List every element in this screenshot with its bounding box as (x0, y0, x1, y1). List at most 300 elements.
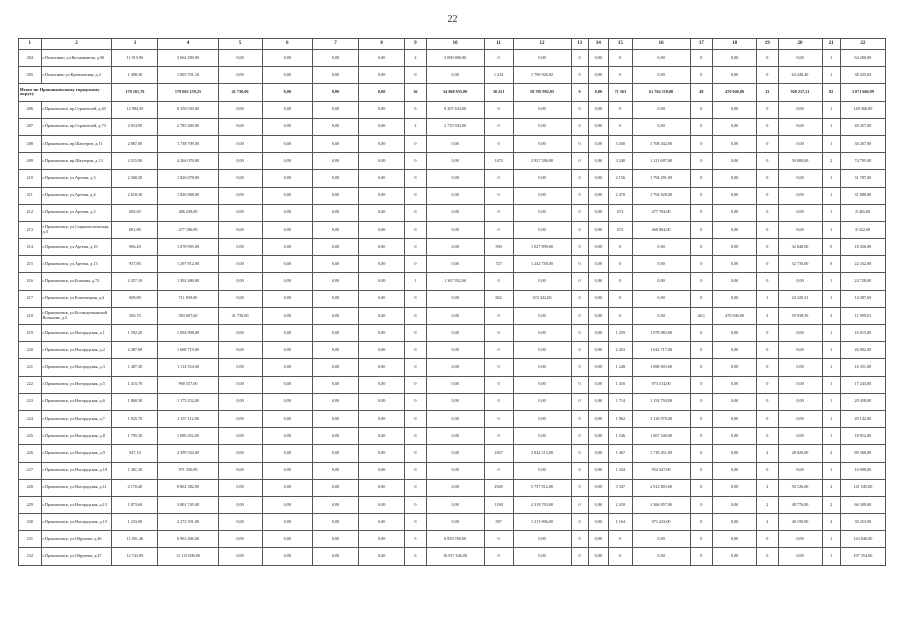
value-cell: 54 068 955,00 (426, 84, 484, 101)
value-cell: 0,00 (218, 118, 262, 135)
table-row (19, 325, 886, 342)
value-cell: 0,00 (713, 325, 757, 342)
value-cell: 4 315,90 (112, 153, 158, 170)
address-cell: г.Прокопьевск, ул.Артема, д.3 (41, 170, 112, 187)
value-cell: 0,00 (713, 410, 757, 427)
value-cell: 0,00 (359, 84, 405, 101)
column-number-cell: 5 (218, 39, 262, 50)
value-cell: 0 (609, 118, 633, 135)
address-cell: г.Прокопьевск, пр.Шахтеров, д.11 (41, 135, 112, 152)
value-cell: 0 (571, 325, 588, 342)
value-cell: 0,00 (359, 445, 405, 462)
value-cell: 1 962 (609, 410, 633, 427)
value-cell: 0,00 (262, 135, 312, 152)
value-cell: 0,00 (713, 67, 757, 84)
value-cell: 602 (484, 290, 513, 307)
table-row (19, 376, 886, 393)
value-cell: 0,00 (359, 514, 405, 531)
row-number-cell: 208 (19, 135, 42, 152)
value-cell: 0 (757, 118, 778, 135)
value-cell: 0 (405, 393, 426, 410)
table-row (19, 273, 886, 290)
value-cell: 26 002,00 (840, 342, 885, 359)
value-cell: 0 (690, 514, 713, 531)
value-cell: 0,00 (218, 531, 262, 548)
row-number-cell: 206 (19, 101, 42, 118)
value-cell: 17 243,00 (840, 376, 885, 393)
value-cell: 0,00 (632, 118, 690, 135)
value-cell: 990 557,00 (158, 376, 218, 393)
value-cell: 0,00 (778, 50, 822, 67)
value-cell: 16 909,00 (840, 462, 885, 479)
address-cell: г.Прокопьевск, ул.Ногорадская, д.7 (41, 410, 112, 427)
row-number-cell: 204 (19, 50, 42, 67)
value-cell: 0,00 (778, 170, 822, 187)
value-cell: 0,00 (778, 221, 822, 238)
address-cell: г.Прокопьевск, ул.Ногорадская, д.10 (41, 462, 112, 479)
value-cell: 0,00 (778, 410, 822, 427)
value-cell: 30 221 (484, 84, 513, 101)
value-cell: 1 794 928,00 (632, 187, 690, 204)
value-cell: 0,00 (513, 428, 571, 445)
value-cell: 0 (690, 462, 713, 479)
column-number-cell: 18 (713, 39, 757, 50)
value-cell: 0,00 (632, 50, 690, 67)
value-cell: 0,00 (632, 239, 690, 256)
value-cell: 2 (757, 514, 778, 531)
value-cell: 0,00 (218, 342, 262, 359)
value-cell: 0,00 (359, 548, 405, 565)
value-cell: 0,00 (262, 50, 312, 67)
value-cell: 32 730,00 (778, 256, 822, 273)
value-cell: 0 (690, 479, 713, 496)
address-cell: г.Прокопьевск, ул.Ногорадская, д.15 (41, 514, 112, 531)
value-cell: 0,00 (713, 170, 757, 187)
value-cell: 0,00 (513, 462, 571, 479)
row-number-cell: 215 (19, 256, 42, 273)
value-cell: 0,00 (713, 342, 757, 359)
value-cell: 1 114 354,00 (158, 359, 218, 376)
value-cell: 0,00 (632, 273, 690, 290)
value-cell: 4 170,40 (112, 479, 158, 496)
value-cell: 0 (484, 410, 513, 427)
value-cell: 0,00 (778, 393, 822, 410)
value-cell: 1 067 540,00 (632, 428, 690, 445)
value-cell: 2 (822, 307, 840, 324)
row-number-cell: 224 (19, 410, 42, 427)
value-cell: 0,00 (588, 170, 608, 187)
value-cell: 0,00 (262, 170, 312, 187)
value-cell: 0 (690, 204, 713, 221)
value-cell: 1 (405, 273, 426, 290)
data-table (18, 38, 886, 566)
table-row (19, 290, 886, 307)
table-row (19, 462, 886, 479)
value-cell: 0,00 (359, 50, 405, 67)
value-cell: 33 (757, 84, 778, 101)
value-cell: 0,00 (262, 428, 312, 445)
value-cell: 0 (571, 359, 588, 376)
value-cell: 0,00 (359, 342, 405, 359)
value-cell: 0,00 (426, 393, 484, 410)
value-cell: 1 (822, 428, 840, 445)
address-cell: г.Прокопьевск, ул.Обручева, д.47 (41, 548, 112, 565)
value-cell: 0,00 (426, 445, 484, 462)
value-cell: 0,00 (426, 290, 484, 307)
value-cell: 1 297 912,00 (158, 256, 218, 273)
value-cell: 0 (571, 479, 588, 496)
address-cell: г.Прокопьевск, ул.Ногорадская, д.3 (41, 359, 112, 376)
value-cell: 0,00 (426, 221, 484, 238)
value-cell: 2 (822, 479, 840, 496)
value-cell: 0,00 (588, 359, 608, 376)
value-cell: 8 356 030,00 (158, 101, 218, 118)
value-cell: 0 (484, 548, 513, 565)
column-number-cell: 9 (405, 39, 426, 50)
value-cell: 0,00 (218, 428, 262, 445)
value-cell: 0,00 (426, 256, 484, 273)
value-cell: 0,00 (778, 135, 822, 152)
value-cell: 0,00 (426, 428, 484, 445)
value-cell: 468 864,00 (632, 221, 690, 238)
value-cell: 1 873,60 (112, 496, 158, 513)
value-cell: 38 325,84 (840, 67, 885, 84)
value-cell: 0,00 (262, 204, 312, 221)
address-cell: г.Прокопьевск, ул.Климчецкая, д.4 (41, 290, 112, 307)
value-cell: 0 (484, 307, 513, 324)
value-cell: 0 (405, 307, 426, 324)
value-cell: 2 457,10 (112, 273, 158, 290)
column-number-row (19, 39, 886, 50)
table-row (19, 393, 886, 410)
value-cell: 0,00 (713, 273, 757, 290)
value-cell: 0,00 (359, 135, 405, 152)
value-cell: 0 (609, 256, 633, 273)
page-number: 22 (447, 14, 458, 25)
value-cell: 0 (690, 410, 713, 427)
value-cell: 0 (571, 256, 588, 273)
value-cell: 0,00 (713, 548, 757, 565)
table-row (19, 187, 886, 204)
value-cell: 0,00 (632, 67, 690, 84)
value-cell: 61 764 518,00 (632, 84, 690, 101)
value-cell: 0,00 (513, 221, 571, 238)
value-cell: 0,00 (218, 221, 262, 238)
value-cell: 1 546 (609, 428, 633, 445)
address-cell: г.Прокопьевск, пр.Строителей, д.73 (41, 118, 112, 135)
value-cell: 1 (822, 221, 840, 238)
value-cell: 0,00 (359, 376, 405, 393)
value-cell: 0,00 (312, 101, 358, 118)
row-number-cell: 205 (19, 67, 42, 84)
table-row (19, 170, 886, 187)
value-cell: 1 367 952,00 (426, 273, 484, 290)
column-number-cell: 21 (822, 39, 840, 50)
value-cell: 10 917 646,00 (426, 548, 484, 565)
value-cell: 608,80 (112, 290, 158, 307)
value-cell: 48 190,00 (778, 514, 822, 531)
value-cell: 0,00 (713, 376, 757, 393)
value-cell: 0 (571, 462, 588, 479)
value-cell: 0,00 (312, 548, 358, 565)
value-cell: 1 259 (609, 325, 633, 342)
value-cell: 0 (484, 101, 513, 118)
address-cell: г.Прокопьевск, ул.Есенина, д.72 (41, 273, 112, 290)
value-cell: 971 243,00 (632, 514, 690, 531)
value-cell: 0,00 (588, 153, 608, 170)
value-cell: 0,00 (312, 496, 358, 513)
value-cell: 0 (690, 496, 713, 513)
value-cell: 920 237,21 (778, 84, 822, 101)
value-cell: 2 (405, 50, 426, 67)
address-cell: г.Прокопьевск, ул.Ногорадская, д.6 (41, 393, 112, 410)
value-cell: 64 200,00 (840, 50, 885, 67)
row-number-cell: 213 (19, 221, 42, 238)
value-cell: 0 (690, 118, 713, 135)
value-cell: 5 (405, 531, 426, 548)
value-cell: 1 794 291,00 (632, 170, 690, 187)
value-cell: 0,00 (312, 239, 358, 256)
value-cell: 0,00 (778, 187, 822, 204)
table-row (19, 153, 886, 170)
value-cell: 0,00 (713, 290, 757, 307)
value-cell: 0,00 (218, 239, 262, 256)
value-cell: 1 803 701,16 (158, 67, 218, 84)
table-row (19, 531, 886, 548)
value-cell: 0 (405, 239, 426, 256)
value-cell: 0,00 (513, 101, 571, 118)
value-cell: 16 015,00 (840, 325, 885, 342)
row-number-cell: 227 (19, 462, 42, 479)
value-cell: 470 940,00 (713, 84, 757, 101)
value-cell: 32 640,00 (778, 239, 822, 256)
value-cell: 0 (757, 50, 778, 67)
address-cell: г.Полысаево ул.Кремлевская, д.2 (41, 67, 112, 84)
value-cell: 48 820,00 (778, 445, 822, 462)
value-cell: 0 (757, 239, 778, 256)
value-cell: 0,00 (359, 187, 405, 204)
value-cell: 973 314,00 (632, 376, 690, 393)
value-cell: 3 000 000,00 (426, 50, 484, 67)
value-cell: 0 (690, 359, 713, 376)
value-cell: 0,00 (713, 531, 757, 548)
value-cell: 0,00 (218, 256, 262, 273)
value-cell: 0,00 (426, 135, 484, 152)
table-row (19, 135, 886, 152)
value-cell: 0,00 (588, 410, 608, 427)
value-cell: 4 399 354,00 (158, 445, 218, 462)
value-cell: 1 (757, 290, 778, 307)
value-cell: 0 (484, 170, 513, 187)
value-cell: 1 164 (609, 514, 633, 531)
value-cell: 0,00 (359, 67, 405, 84)
table-row (19, 204, 886, 221)
value-cell: 0,00 (713, 479, 757, 496)
value-cell: 1 157 112,00 (158, 410, 218, 427)
value-cell: 0,00 (713, 221, 757, 238)
value-cell: 2 912 803,00 (632, 479, 690, 496)
value-cell: 0 (571, 187, 588, 204)
value-cell: 0,00 (426, 239, 484, 256)
value-cell: 0,00 (426, 496, 484, 513)
address-cell: г.Прокопьевск, ул.Ногорадская, д.9 (41, 445, 112, 462)
value-cell: 82 (822, 84, 840, 101)
value-cell: 0 (690, 548, 713, 565)
value-cell: 3 450 (609, 135, 633, 152)
value-cell: 0 (571, 496, 588, 513)
value-cell: 0 (757, 204, 778, 221)
value-cell: 0,00 (426, 325, 484, 342)
value-cell: 0,00 (588, 273, 608, 290)
row-number-cell: 220 (19, 342, 42, 359)
row-number-cell: 226 (19, 445, 42, 462)
row-number-cell: 222 (19, 376, 42, 393)
value-cell: 24 728,00 (840, 273, 885, 290)
value-cell: 40,1 (690, 307, 713, 324)
value-cell: 0 (571, 393, 588, 410)
value-cell: 4 914,90 (112, 118, 158, 135)
column-number-cell: 3 (112, 39, 158, 50)
value-cell: 1 242 750,00 (513, 256, 571, 273)
value-cell: 148 366,00 (840, 101, 885, 118)
value-cell: 0 (757, 256, 778, 273)
value-cell: 0,00 (218, 376, 262, 393)
value-cell: 0 (690, 531, 713, 548)
value-cell: 0,00 (713, 187, 757, 204)
value-cell: 2 487,90 (112, 342, 158, 359)
value-cell: 0,00 (312, 531, 358, 548)
value-cell: 2 785 400,00 (158, 118, 218, 135)
value-cell: 1 (822, 393, 840, 410)
value-cell: 0,00 (262, 290, 312, 307)
value-cell: 0,00 (359, 393, 405, 410)
value-cell: 1 094 998,00 (158, 325, 218, 342)
value-cell: 0,00 (359, 325, 405, 342)
value-cell: 0,00 (262, 84, 312, 101)
value-cell: 1 407,30 (112, 359, 158, 376)
value-cell: 685,60 (112, 204, 158, 221)
table-body (19, 39, 886, 566)
value-cell: 937,80 (112, 256, 158, 273)
value-cell: 0 (484, 376, 513, 393)
value-cell: 0,00 (312, 204, 358, 221)
value-cell: 0,00 (588, 221, 608, 238)
value-cell: 0,00 (588, 67, 608, 84)
value-cell: 2 927 586,00 (513, 153, 571, 170)
value-cell: 0,00 (218, 445, 262, 462)
value-cell: 1 708 442,00 (632, 135, 690, 152)
row-number-cell: 212 (19, 204, 42, 221)
value-cell: 0 (757, 135, 778, 152)
row-number-cell: 211 (19, 187, 42, 204)
value-cell: 30 267,00 (840, 135, 885, 152)
value-cell: 1 (822, 50, 840, 67)
value-cell: 0 (571, 239, 588, 256)
value-cell: 0,00 (426, 410, 484, 427)
address-cell: г.Прокопьевск, ул.Артема, д.5 (41, 204, 112, 221)
value-cell: 1 213 906,00 (513, 514, 571, 531)
value-cell: 12 743,90 (112, 548, 158, 565)
value-cell: 0,00 (262, 101, 312, 118)
value-cell: 0 (571, 153, 588, 170)
address-cell: г.Прокопьевск, ул.Ногорадская, д.2 (41, 342, 112, 359)
value-cell: 0,00 (312, 187, 358, 204)
value-cell: 954 447,00 (632, 462, 690, 479)
value-cell: 0,00 (218, 462, 262, 479)
value-cell: 0,00 (312, 67, 358, 84)
value-cell: 0,00 (426, 376, 484, 393)
value-cell: 0,00 (218, 325, 262, 342)
value-cell: 24 329,31 (778, 290, 822, 307)
value-cell: 0,00 (778, 273, 822, 290)
value-cell: 0,00 (778, 359, 822, 376)
value-cell: 0,00 (262, 67, 312, 84)
value-cell: 0 (757, 273, 778, 290)
value-cell: 0 (405, 221, 426, 238)
value-cell: 8 862 382,00 (158, 479, 218, 496)
column-number-cell: 12 (513, 39, 571, 50)
table-row (19, 221, 886, 238)
value-cell: 8 207 634,00 (426, 101, 484, 118)
value-cell: 0,00 (778, 204, 822, 221)
value-cell: 49 457,00 (840, 118, 885, 135)
value-cell: 0 (405, 67, 426, 84)
value-cell: 0,00 (513, 376, 571, 393)
value-cell: 0,00 (359, 101, 405, 118)
value-cell: 0 (690, 187, 713, 204)
value-cell: 0 (690, 290, 713, 307)
value-cell: 0 (757, 67, 778, 84)
value-cell: 0,00 (426, 514, 484, 531)
value-cell: 5 737 912,00 (513, 479, 571, 496)
value-cell: 1 154 794,00 (632, 393, 690, 410)
value-cell: 0,00 (426, 479, 484, 496)
value-cell: 1 (822, 135, 840, 152)
value-cell: 0,00 (588, 514, 608, 531)
row-number-cell: 221 (19, 359, 42, 376)
value-cell: 0,00 (262, 496, 312, 513)
address-cell: г.Прокопьевск, ул.Артема, д.13 (41, 256, 112, 273)
value-cell: 0 (571, 307, 588, 324)
value-cell: 2 735 943,00 (426, 118, 484, 135)
value-cell: 6 (405, 548, 426, 565)
value-cell: 0 (571, 342, 588, 359)
value-cell: 0,00 (312, 393, 358, 410)
value-cell: 0,00 (359, 531, 405, 548)
value-cell: 0 (571, 273, 588, 290)
row-number-cell: 218 (19, 307, 42, 324)
table-row (19, 118, 886, 135)
value-cell: 0,00 (262, 531, 312, 548)
value-cell: 1 (822, 462, 840, 479)
value-cell: 0,00 (218, 170, 262, 187)
column-number-cell: 4 (158, 39, 218, 50)
address-cell: г.Прокопьевск, ул.Ногорадская, д.13 (41, 496, 112, 513)
value-cell: 0 (405, 325, 426, 342)
value-cell: 0,00 (312, 445, 358, 462)
value-cell: 2 (757, 445, 778, 462)
value-cell: 0 (757, 410, 778, 427)
value-cell: 0,00 (218, 514, 262, 531)
value-cell: 0,00 (588, 239, 608, 256)
value-cell: 0 (571, 531, 588, 548)
value-cell: 58 705 092,05 (513, 84, 571, 101)
value-cell: 0 (690, 445, 713, 462)
value-cell: 0 (571, 445, 588, 462)
value-cell: 2 618,30 (112, 187, 158, 204)
value-cell: 3 071 666,99 (840, 84, 885, 101)
value-cell: 0 (405, 479, 426, 496)
